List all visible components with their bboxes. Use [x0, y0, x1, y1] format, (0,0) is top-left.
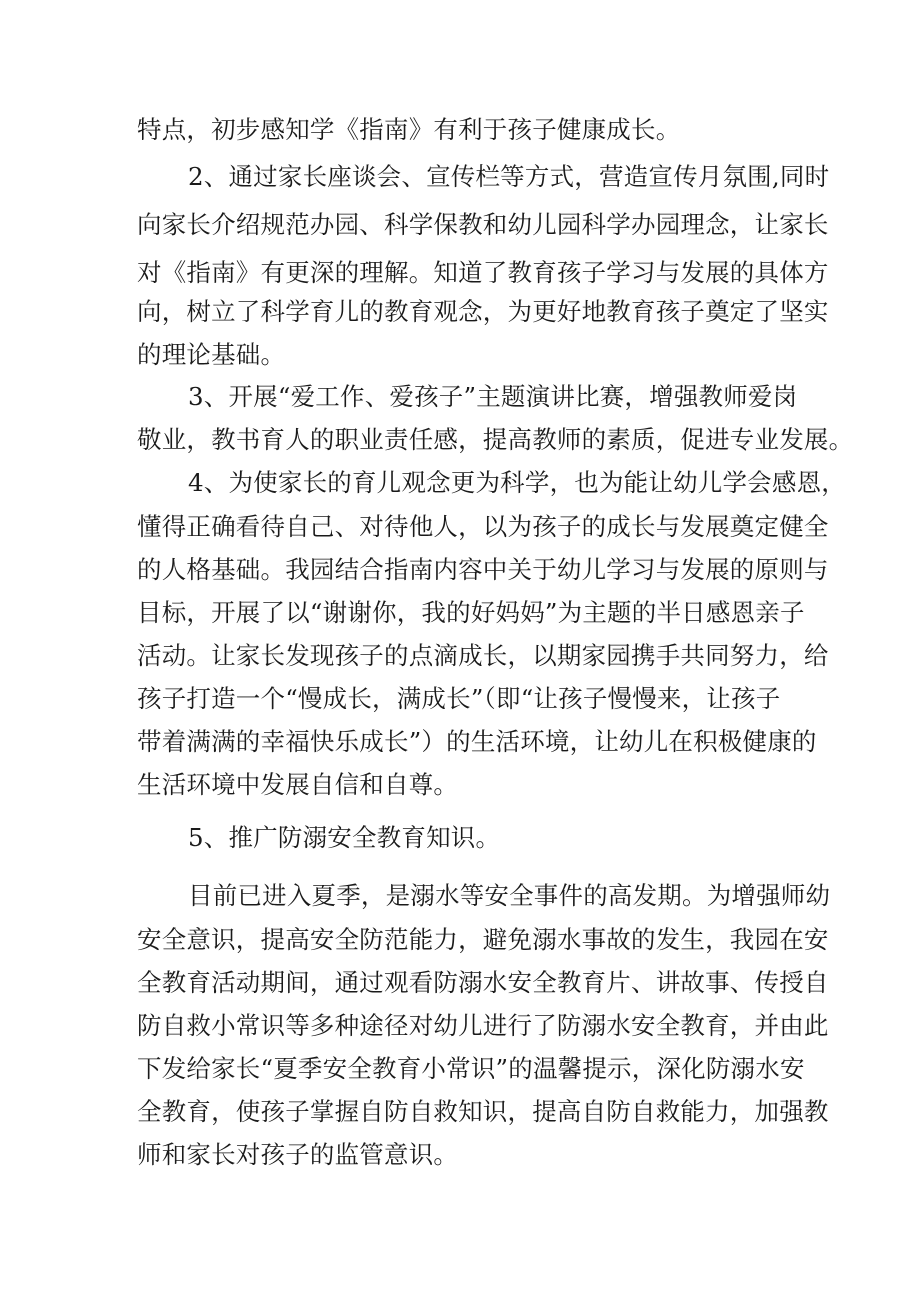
text-line: 特点，初步感知学《指南》有利于孩子健康成长。: [137, 115, 681, 144]
text-line: 对《指南》有更深的理解。知道了教育孩子学习与发展的具体方: [137, 258, 829, 287]
text-line: 目标，开展了以“谢谢你，我的好妈妈”为主题的半日感恩亲子: [137, 598, 805, 627]
text-line: 2、通过家长座谈会、宣传栏等方式，营造宣传月氛围,同时: [188, 162, 830, 191]
text-line: 向，树立了科学育儿的教育观念，为更好地教育孩子奠定了坚实: [137, 297, 829, 326]
text-line: 敬业，教书育人的职业责任感，提高教师的素质，促进专业发展。: [137, 425, 854, 454]
text-line: 生活环境中发展自信和自尊。: [137, 770, 459, 799]
text-line: 向家长介绍规范办园、科学保教和幼儿园科学办园理念，让家长: [137, 210, 829, 239]
text-line: 下发给家长“夏季安全教育小常识”的温馨提示，深化防溺水安: [137, 1054, 805, 1083]
text-line: 全教育活动期间，通过观看防溺水安全教育片、讲故事、传授自: [137, 968, 829, 997]
text-line: 带着满满的幸福快乐成长”）的生活环境，让幼儿在积极健康的: [137, 727, 817, 756]
text-line: 全教育，使孩子掌握自防自救知识，提高自防自救能力，加强教: [137, 1097, 829, 1126]
text-line: 5、推广防溺安全教育知识。: [188, 823, 501, 852]
text-line: 4、为使家长的育儿观念更为科学，也为能让幼儿学会感恩，: [188, 468, 846, 497]
text-line: 孩子打造一个“慢成长，满成长”（即“让孩子慢慢来，让孩子: [137, 684, 781, 713]
text-line: 的人格基础。我园结合指南内容中关于幼儿学习与发展的原则与: [137, 555, 829, 584]
text-line: 防自救小常识等多种途径对幼儿进行了防溺水安全教育，并由此: [137, 1011, 829, 1040]
text-line: 的理论基础。: [137, 340, 286, 369]
text-line: 师和家长对孩子的监管意识。: [137, 1140, 459, 1169]
text-line: 安全意识，提高安全防范能力，避免溺水事故的发生，我园在安: [137, 925, 829, 954]
text-line: 活动。让家长发现孩子的点滴成长，以期家园携手共同努力，给: [137, 641, 829, 670]
text-line: 3、开展“爱工作、爱孩子”主题演讲比赛，增强教师爱岗: [188, 382, 798, 411]
text-line: 目前已进入夏季，是溺水等安全事件的高发期。为增强师幼: [188, 881, 831, 910]
text-line: 懂得正确看待自己、对待他人，以为孩子的成长与发展奠定健全: [137, 512, 829, 541]
